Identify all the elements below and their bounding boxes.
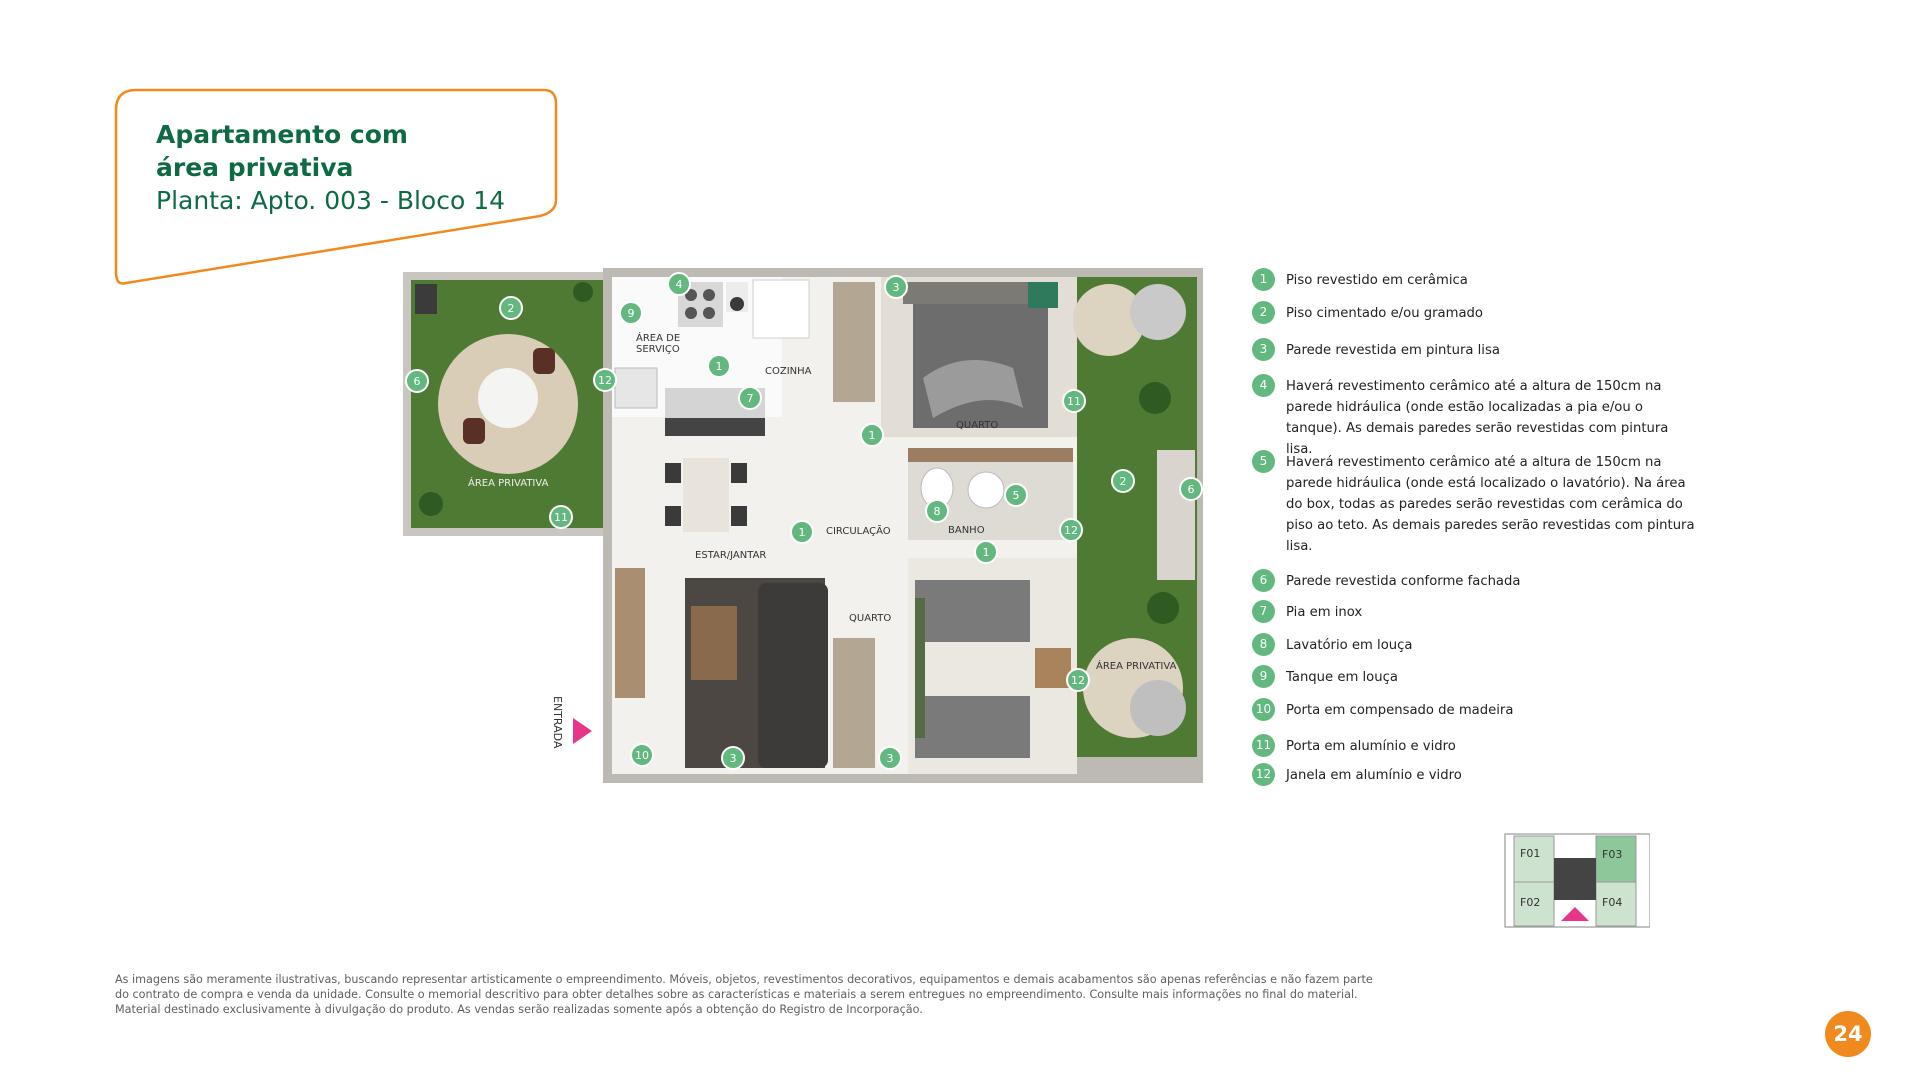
label-quarto-1: QUARTO [956,420,999,431]
marker-7: 7 [746,392,754,405]
label-quarto-2: QUARTO [849,613,892,624]
marker-6: 6 [1187,483,1195,496]
marker-11: 11 [1067,395,1081,408]
marker-1: 1 [798,526,806,539]
keyplan-f03: F03 [1602,848,1623,861]
legend-badge: 6 [1252,569,1275,592]
legend-text: Piso revestido em cerâmica [1286,273,1468,288]
dining-table [683,458,729,532]
page-number: 24 [1825,1011,1871,1057]
legend-text: Porta em compensado de madeira [1286,703,1514,718]
keyplan-f04: F04 [1602,896,1623,909]
legend-badge: 4 [1252,374,1275,397]
sofa [758,583,828,768]
keyplan-f02: F02 [1520,896,1541,909]
legend-text: Janela em alumínio e vidro [1286,768,1462,783]
marker-3: 3 [886,752,894,765]
keyplan-f01: F01 [1520,847,1541,860]
marker-3: 3 [729,752,737,765]
kitchen-cabinet [665,418,765,436]
marker-12: 12 [1064,524,1078,537]
marker-2: 2 [507,302,515,315]
chair [463,418,485,444]
marker-12: 12 [598,374,612,387]
coffee-table [691,606,737,680]
floor-plan [403,268,1203,783]
legend-text: Parede revestida em pintura lisa [1286,343,1500,358]
legend-text: Haverá revestimento cerâmico até a altura de 150cm na parede hidráulica (onde estão localizadas a pia e/ou o tanque). As demais paredes serão revestidas com pintura lisa. [1286,379,1669,457]
label-banho: BANHO [948,525,985,536]
title-subtitle: Planta: Apto. 003 - Bloco 14 [156,186,506,215]
cooktop [730,297,744,311]
label-area-privativa-right: ÁREA PRIVATIVA [1096,661,1177,672]
legend-badge: 9 [1252,665,1275,688]
nightstand [1035,648,1071,688]
marker-12: 12 [1071,674,1085,687]
fridge [753,280,809,338]
plant [573,282,593,302]
pouf [1130,284,1186,340]
label-area-servico: ÁREA DE [636,333,681,344]
marker-11: 11 [554,511,568,524]
marker-6: 6 [413,375,421,388]
legend-badge: 3 [1252,338,1275,361]
marker-9: 9 [627,307,635,320]
marker-2: 2 [1119,475,1127,488]
key-plan [1500,833,1650,928]
legend-text: Pia em inox [1286,605,1363,620]
round-table [478,368,538,428]
single-bed [915,696,1030,758]
marker-1: 1 [982,546,990,559]
label-servico: SERVIÇO [636,344,680,355]
plant [1139,382,1171,414]
lavatory [968,472,1004,508]
legend-badge: 10 [1252,698,1275,721]
marker-1: 1 [868,429,876,442]
grill [415,284,437,314]
label-area-privativa-left: ÁREA PRIVATIVA [468,478,549,489]
legend-text: Haverá revestimento cerâmico até a altura de 150cm na parede hidráulica (onde está localizado o lavatório). Na área do box, todas as paredes serão revestidas com cerâmica do piso ao teto. As demais paredes serão revestidas com pintura lisa. [1286,455,1695,554]
legend-text: Tanque em louça [1286,670,1398,685]
wardrobe [833,638,875,768]
rug [915,598,925,738]
bench [1157,450,1195,580]
label-circulacao: CIRCULAÇÃO [826,526,891,537]
label-estar-jantar: ESTAR/JANTAR [695,550,767,561]
disclaimer [115,972,1435,1017]
legend-text: Porta em alumínio e vidro [1286,739,1456,754]
legend-badge: 1 [1252,268,1275,291]
marker-5: 5 [1012,489,1020,502]
entrance-arrow-icon [573,718,592,744]
pouf [1130,680,1186,736]
title-line-1: Apartamento com [156,120,408,149]
marker-10: 10 [635,749,649,762]
single-bed [915,580,1030,642]
washing-machine [615,368,657,408]
disclaimer-line: As imagens são meramente ilustrativas, buscando representar artisticamente o empreendimento. Móveis, objetos, revestimentos decorativos, equipamentos e demais acabamentos são apenas referências e não fazem parte [115,973,1373,986]
disclaimer-line: Material destinado exclusivamente à divulgação do produto. As vendas serão realizadas somente após a obtenção do Registro de Incorporação. [115,1003,923,1016]
plant [419,492,443,516]
legend-badge: 12 [1252,763,1275,786]
chair [533,348,555,374]
legend-text: Parede revestida conforme fachada [1286,574,1521,589]
disclaimer-line: do contrato de compra e venda da unidade. Consulte o memorial descritivo para obter detalhes sobre as características e materiais a serem entregues no empreendimento. Consulte mais informações no final do material. [115,988,1358,1001]
legend-text: Lavatório em louça [1286,638,1413,653]
legend-text: Piso cimentado e/ou gramado [1286,306,1483,321]
marker-3: 3 [892,281,900,294]
legend-badge: 8 [1252,633,1275,656]
title-line-2: área privativa [156,153,354,182]
page-title [156,118,505,217]
wardrobe [833,282,875,402]
marker-1: 1 [715,360,723,373]
legend-badge: 11 [1252,734,1275,757]
bathroom-wall-top [908,448,1073,462]
tv-rack [615,568,645,698]
plant [1028,282,1058,308]
legend-badge: 2 [1252,301,1275,324]
legend-badge: 5 [1252,450,1275,473]
plant [1147,592,1179,624]
label-entrada: ENTRADA [551,696,564,749]
marker-4: 4 [675,278,683,291]
marker-8: 8 [933,505,941,518]
label-cozinha: COZINHA [765,366,812,377]
legend-badge: 7 [1252,600,1275,623]
